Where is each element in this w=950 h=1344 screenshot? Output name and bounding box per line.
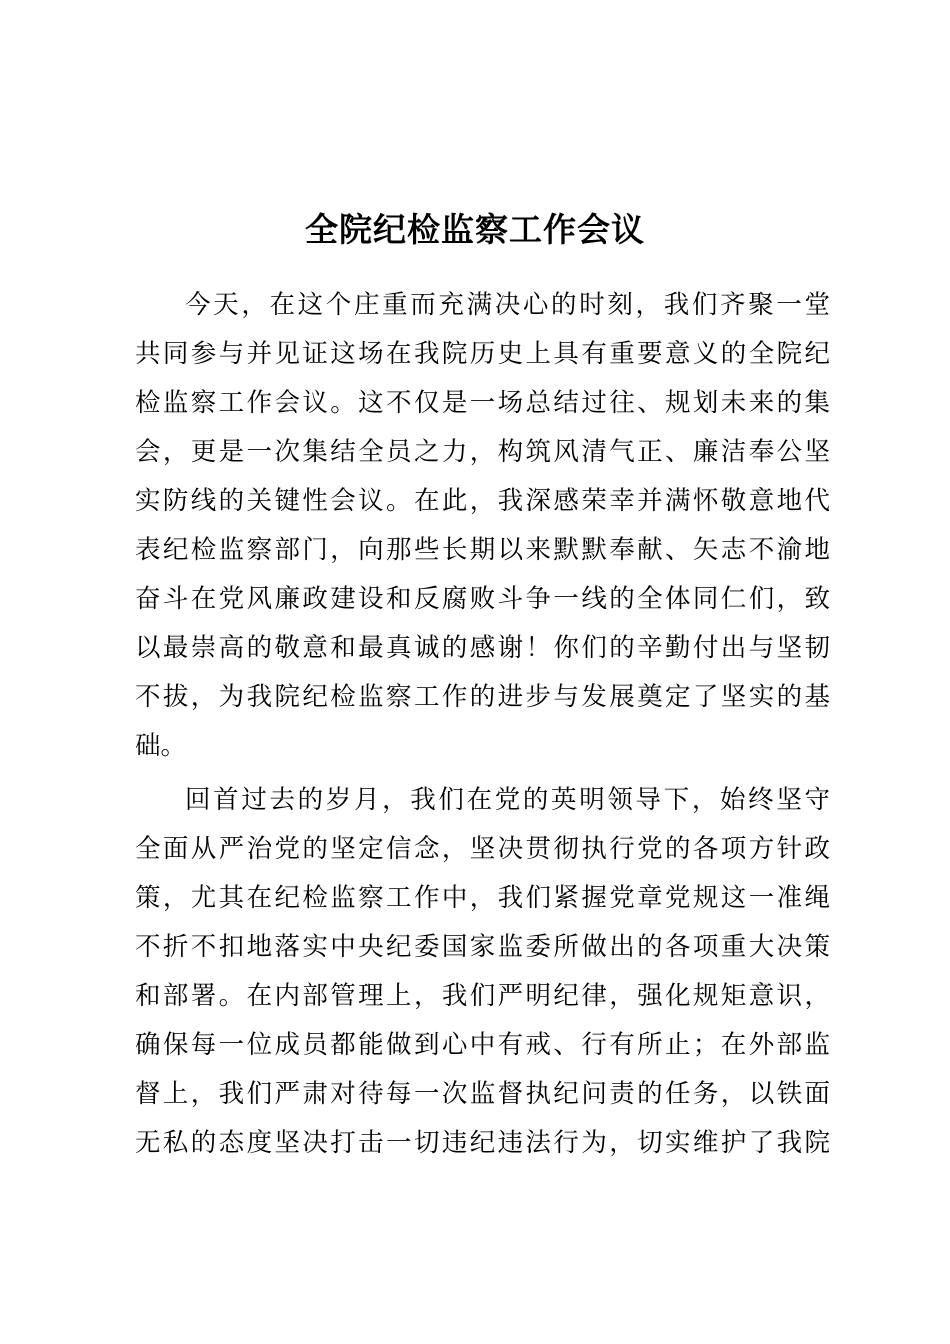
paragraph-line: 检监察工作会议。这不仅是一场总结过往、规划未来的集 bbox=[135, 388, 830, 418]
paragraph-line: 无私的态度坚决打击一切违纪违法行为，切实维护了我院 bbox=[135, 1128, 830, 1158]
paragraph-line: 全面从严治党的坚定信念，坚决贯彻执行党的各项方针政 bbox=[135, 834, 830, 864]
paragraph-line: 督上，我们严肃对待每一次监督执纪问责的任务，以铁面 bbox=[135, 1079, 830, 1109]
paragraph-line: 共同参与并见证这场在我院历史上具有重要意义的全院纪 bbox=[135, 339, 830, 369]
paragraph-line: 不拔，为我院纪检监察工作的进步与发展奠定了坚实的基 bbox=[135, 682, 830, 712]
paragraph-line: 不折不扣地落实中央纪委国家监委所做出的各项重大决策 bbox=[135, 932, 830, 962]
paragraph-line: 奋斗在党风廉政建设和反腐败斗争一线的全体同仁们，致 bbox=[135, 584, 830, 614]
paragraph-line: 会，更是一次集结全员之力，构筑风清气正、廉洁奉公坚 bbox=[135, 437, 830, 467]
paragraph-line: 策，尤其在纪检监察工作中，我们紧握党章党规这一准绳 bbox=[135, 883, 830, 913]
paragraph-line: 和部署。在内部管理上，我们严明纪律，强化规矩意识， bbox=[135, 981, 830, 1011]
paragraph-line: 以最崇高的敬意和最真诚的感谢！你们的辛勤付出与坚韧 bbox=[135, 633, 830, 663]
paragraph-line: 础。 bbox=[135, 731, 187, 761]
paragraph-line: 回首过去的岁月，我们在党的英明领导下，始终坚守 bbox=[185, 785, 830, 815]
document-title: 全院纪检监察工作会议 bbox=[305, 210, 645, 249]
paragraph-line: 今天，在这个庄重而充满决心的时刻，我们齐聚一堂 bbox=[185, 290, 830, 320]
paragraph-line: 实防线的关键性会议。在此，我深感荣幸并满怀敬意地代 bbox=[135, 486, 830, 516]
paragraph-2 bbox=[135, 776, 830, 1168]
paragraph-line: 表纪检监察部门，向那些长期以来默默奉献、矢志不渝地 bbox=[135, 535, 830, 565]
paragraph-1 bbox=[135, 281, 830, 771]
paragraph-line: 确保每一位成员都能做到心中有戒、行有所止；在外部监 bbox=[135, 1030, 830, 1060]
